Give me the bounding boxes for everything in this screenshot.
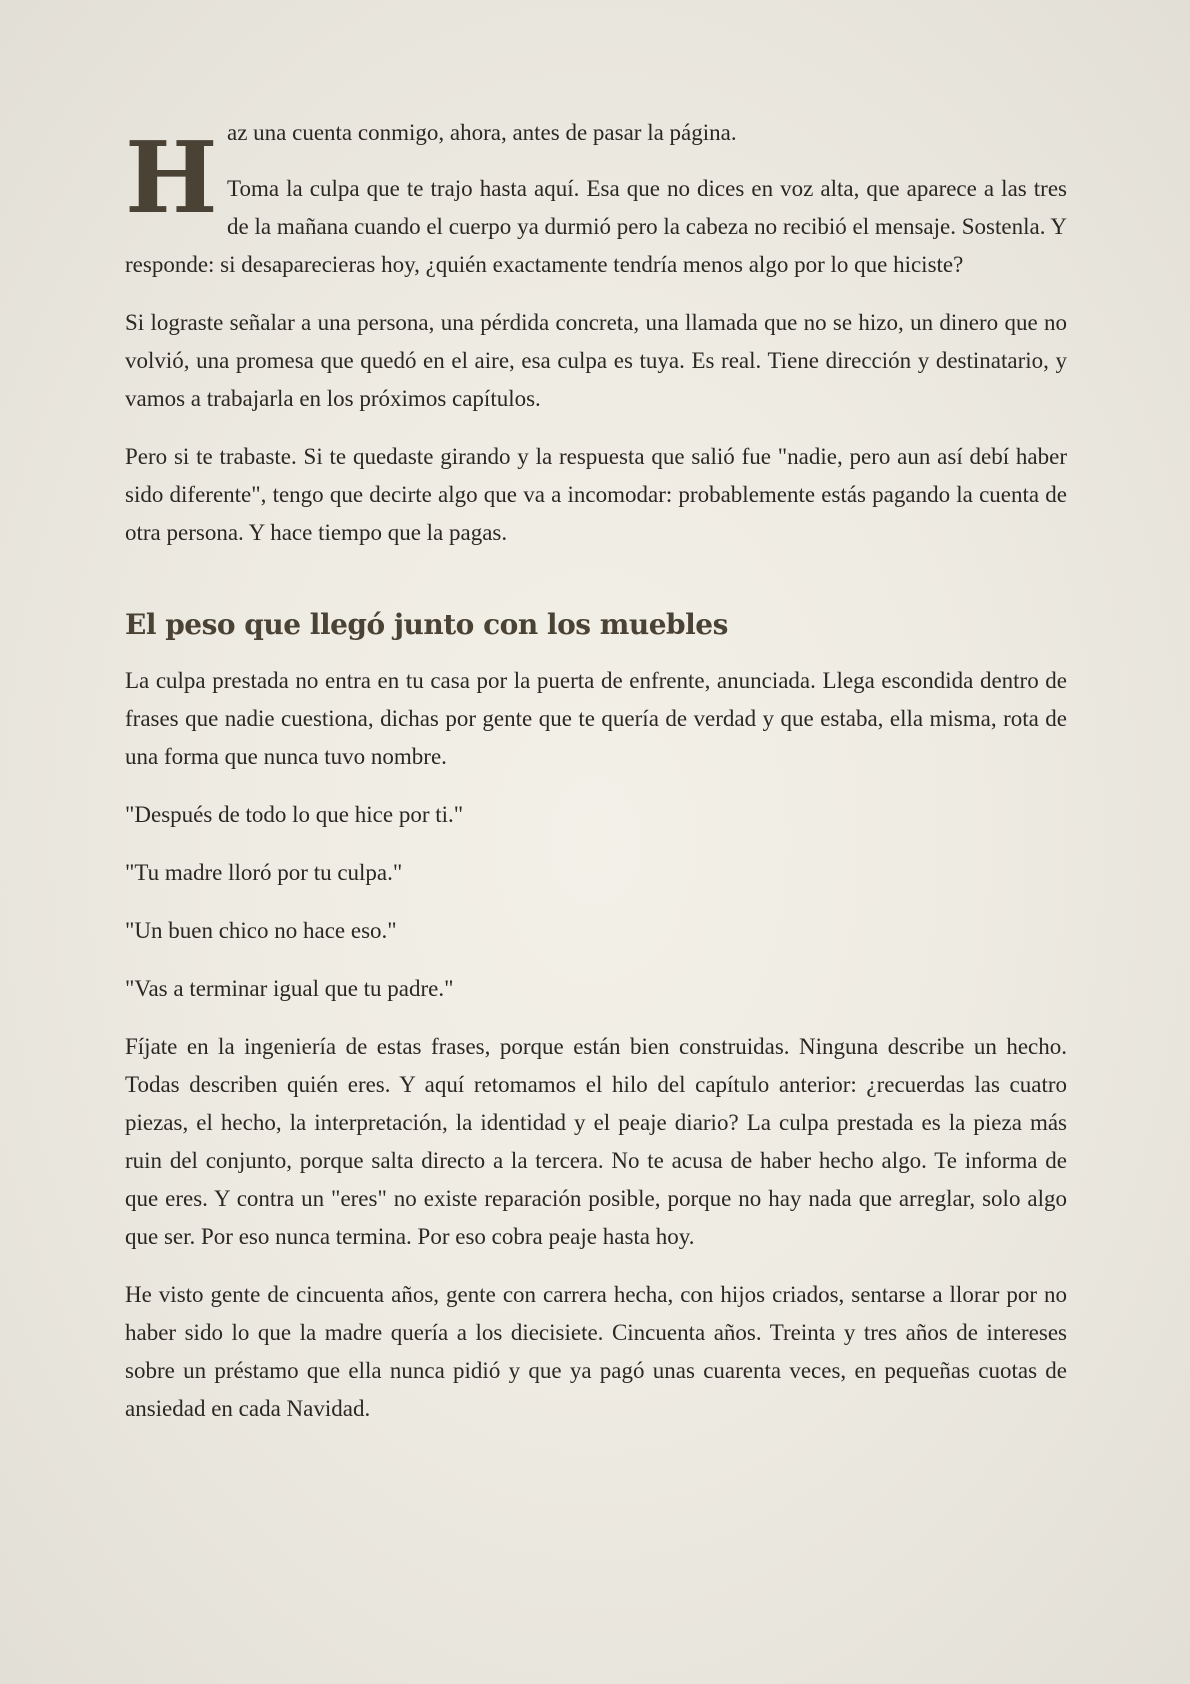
quote-3: "Un buen chico no hace eso." xyxy=(125,918,397,943)
quote-4: "Vas a terminar igual que tu padre." xyxy=(125,976,454,1001)
paragraph-intro-2: Si lograste señalar a una persona, una pérdida concreta, una llamada que no se hizo, un dinero que no volvió, una promesa que quedó en el aire, esa culpa es tuya. Es real. Tiene dirección y destinatario, y vamos a trabajarla en los próximos capítulos. xyxy=(125,310,1067,411)
quote-1: "Después de todo lo que hice por ti." xyxy=(125,802,464,827)
chapter-text xyxy=(125,114,1067,1448)
paragraph-section-intro: La culpa prestada no entra en tu casa por la puerta de enfrente, anunciada. Llega escondida dentro de frases que nadie cuestiona, dichas por gente que te quería de verdad y que estaba, ella misma, rota de una forma que nunca tuvo nombre. xyxy=(125,668,1067,769)
drop-cap: H xyxy=(125,121,216,236)
paragraph-intro-3: Pero si te trabaste. Si te quedaste girando y la respuesta que salió fue "nadie, pero aun así debí haber sido diferente", tengo que decirte algo que va a incomodar: probablemente estás pagando la cuenta de otra persona. Y hace tiempo que la pagas. xyxy=(125,444,1067,545)
paragraph-intro-1: Toma la culpa que te trajo hasta aquí. Esa que no dices en voz alta, que aparece a las tres de la mañana cuando el cuerpo ya durmió pero la cabeza no recibió el mensaje. Sostenla. Y responde: si desaparecieras hoy, ¿quién exactamente tendría menos algo por lo que hiciste? xyxy=(125,176,1067,277)
quote-2: "Tu madre lloró por tu culpa." xyxy=(125,860,403,885)
section-heading: El peso que llegó junto con los muebles xyxy=(125,608,728,641)
paragraph-closing-2: He visto gente de cincuenta años, gente con carrera hecha, con hijos criados, sentarse a llorar por no haber sido lo que la madre quería a los diecisiete. Cincuenta años. Treinta y tres años de intereses sobre un préstamo que ella nunca pidió y que ya pagó unas cuarenta veces, en pequeñas cuotas de ansiedad en cada Navidad. xyxy=(125,1282,1067,1421)
opening-line: az una cuenta conmigo, ahora, antes de pasar la página. xyxy=(227,120,737,145)
paragraph-closing-1: Fíjate en la ingeniería de estas frases, porque están bien construidas. Ninguna describe un hecho. Todas describen quién eres. Y aquí retomamos el hilo del capítulo anterior: ¿recuerdas las cuatro piezas, el hecho, la interpretación, la identidad y el peaje diario? La culpa prestada es la pieza más ruin del conjunto, porque salta directo a la tercera. No te acusa de haber hecho algo. Te informa de que eres. Y contra un "eres" no existe reparación posible, porque no hay nada que arreglar, solo algo que ser. Por eso nunca termina. Por eso cobra peaje hasta hoy. xyxy=(125,1034,1067,1249)
